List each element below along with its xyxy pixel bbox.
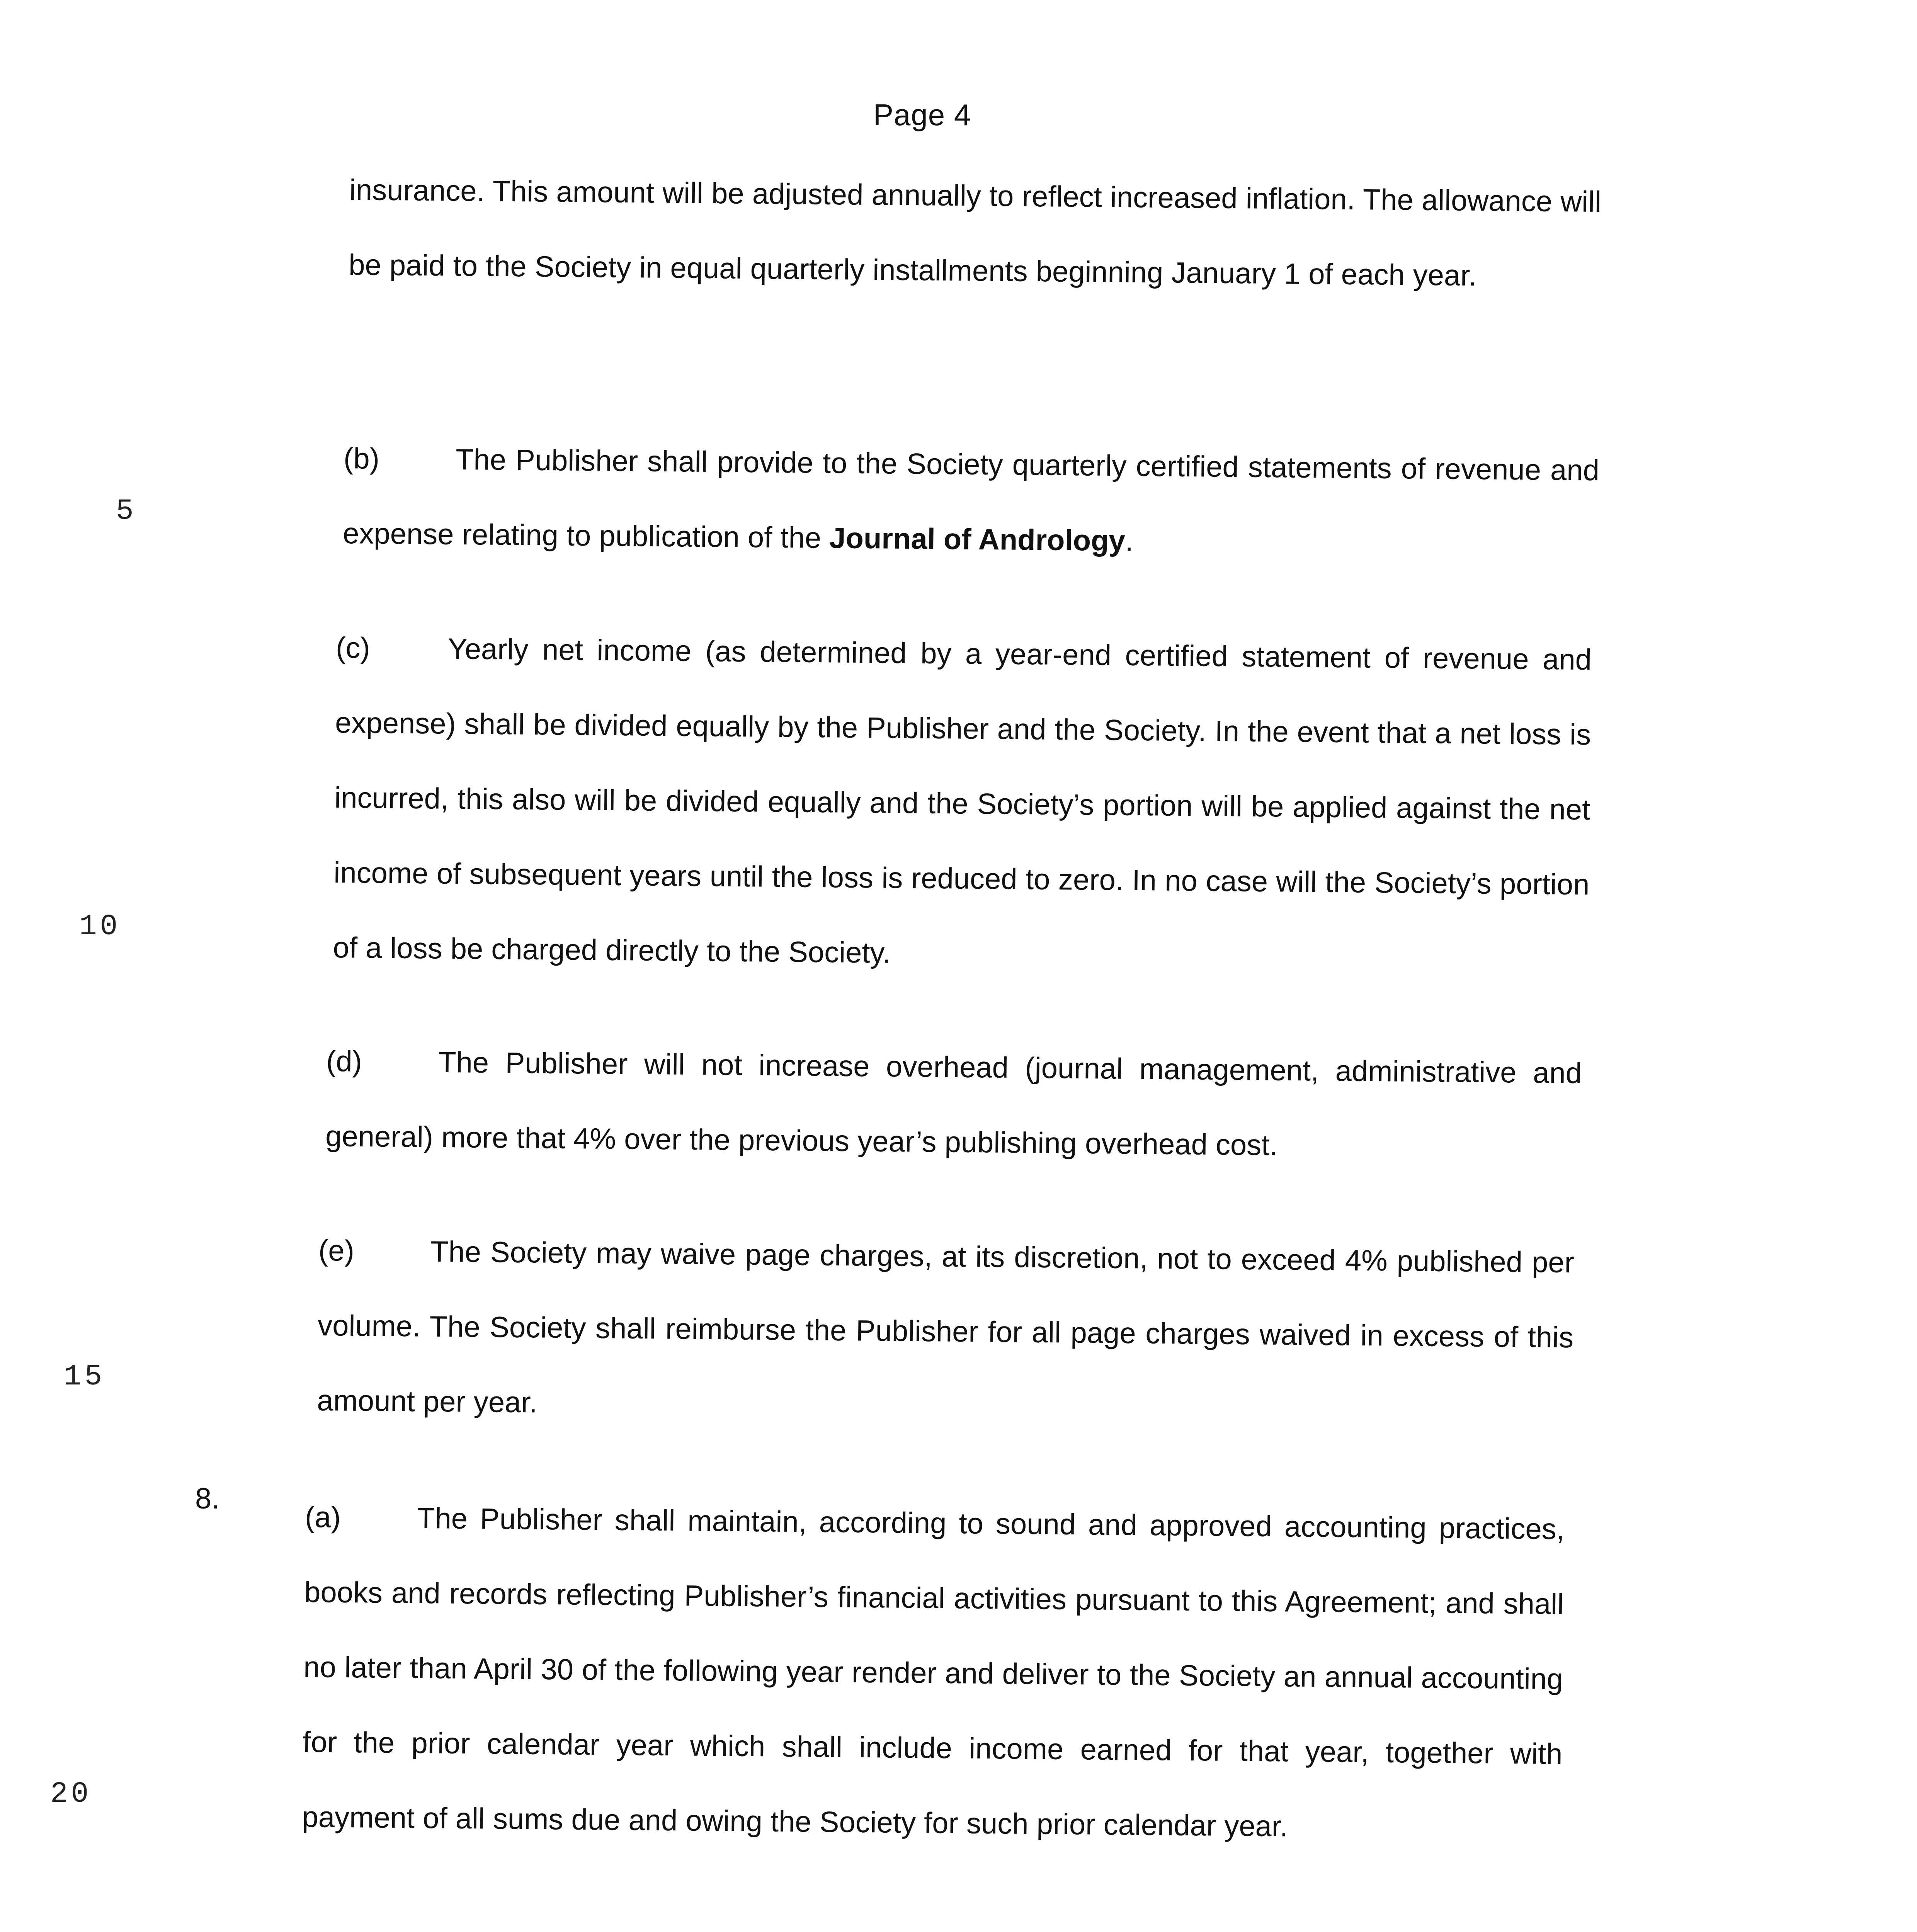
clause-label: (d) <box>326 1044 362 1078</box>
paragraph-7e <box>316 1213 1574 1450</box>
paragraph-text: The Publisher shall maintain, according to sound and approved accounting practices, books and records reflecting Publisher’s financial activities pursuant to this Agreement; and shall no later than April 30 of the following year render and deliver to the Society an annual accounting for the prior calendar year which shall include income earned for that year, together with payment of all sums due and owing the Society for such prior calendar year. <box>302 1502 1565 1843</box>
paragraph-insurance <box>348 153 1602 315</box>
line-number-5: 5 <box>116 495 137 528</box>
line-number-20: 20 <box>50 1777 92 1811</box>
paragraph-7b <box>342 421 1600 583</box>
clause-label: (e) <box>318 1234 355 1267</box>
paragraph-text: Yearly net income (as determined by a year-end certified statement of revenue and expense) shall be divided equally by the Publisher and the Society. In the event that a net loss is incurred, this also will be divided equally and the Society’s portion will be applied against the net income of subsequent years until the loss is reduced to zero. In no case will the Society’s portion of a loss be charged directly to the Society. <box>333 632 1592 969</box>
paragraph-text: The Publisher will not increase overhead (journal management, administrative and general) more that 4% over the previous year’s publishing overhead cost. <box>325 1046 1582 1162</box>
clause-label: (b) <box>343 442 380 475</box>
paragraph-tail: . <box>1125 524 1134 558</box>
paragraph-7c <box>333 611 1592 997</box>
paragraph-8a <box>302 1480 1565 1867</box>
paragraph-7d <box>325 1024 1582 1186</box>
clause-label: (c) <box>335 631 371 665</box>
line-number-10: 10 <box>79 910 121 943</box>
section-number-8: 8. <box>195 1482 220 1515</box>
clause-label: (a) <box>304 1500 341 1534</box>
line-number-15: 15 <box>64 1360 105 1393</box>
paragraph-text: The Publisher shall provide to the Society quarterly certified statements of revenue and expense relating to publication of the <box>342 443 1600 555</box>
paragraph-text: The Society may waive page charges, at its discretion, not to exceed 4% published per volume. The Society shall reimburse the Publisher for all page charges waived in excess of this amount per year. <box>316 1235 1575 1419</box>
paragraph-text: insurance. This amount will be adjusted annually to reflect increased inflation. The allowance will be paid to the Society in equal quarterly installments beginning January 1 of each year. <box>348 173 1602 293</box>
page-number-header: Page 4 <box>873 98 971 132</box>
journal-title: Journal of Andrology <box>829 522 1126 558</box>
